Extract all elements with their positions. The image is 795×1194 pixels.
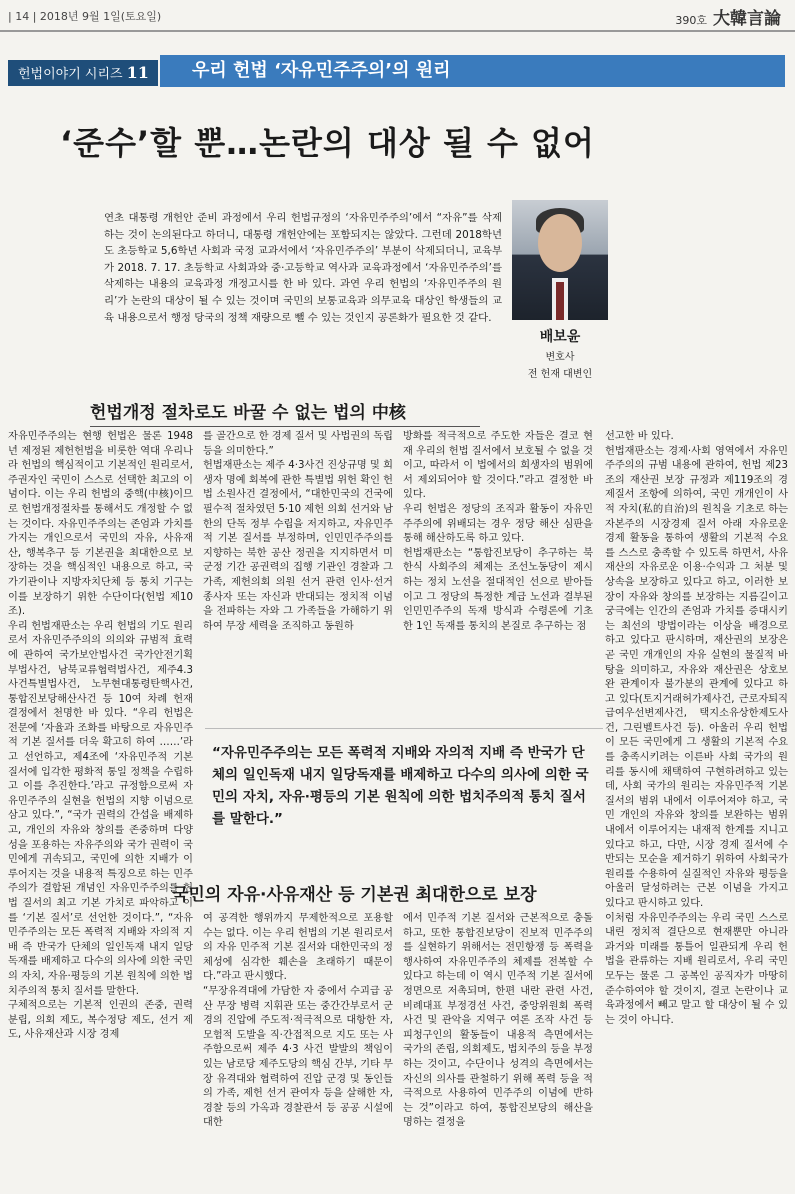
author-name: 배보윤	[539, 329, 581, 345]
author-title: 변호사	[545, 352, 575, 363]
series-title: 우리 헌법 ‘자유민주주의’의 원리	[160, 55, 785, 87]
series-number: 11	[126, 63, 149, 82]
series-label: 헌법이야기 시리즈	[18, 67, 123, 82]
body-column-3-bottom: 에서 민주적 기본 질서와 근본적으로 충돌하고, 또한 통합진보당이 진보적 민주주의를 실현하기 위해서는 전민항쟁 등 폭력을 행사하여 자유민주주의 체제를 전복할 수 있다고 하는데 이 역시 민주적 기본 질서에 정면으로 저촉되며, 한편 내란 관련 사건, 비례대표 부정경선 사건, 중앙위원회 폭력 사건 및 관악을 지역구 여론 조작 사건 등 피청구인의 활동들이 내용적 측면에서는 국가의 존립, 의회제도, 법치주의 등을 부정하는 것이고, 수단이나 성격의 측면에서는 자신의 의사를 관철하기 위해 폭력 등을 적극적으로 사용하여 민주주의 이념에 반하는 것”이라고 하여, 통합진보당의 해산을 명하는 결정을	[403, 913, 593, 1129]
body-column-2-bottom: 여 공격한 행위까지 무제한적으로 포용할 수는 없다. 이는 우리 헌법의 기본 원리로서의 자유 민주적 기본 질서와 대한민국의 정체성에 심각한 훼손을 초래하기 때문이다.”라고 판시했다. “무장유격대에 가담한 자 중에서 수괴급 공산 무장 병력 지휘관 또는 중간간부로서 군경의 진압에 주도적·적극적으로 대항한 자, 모험적 도발을 직·간접적으로 지도 또는 사주함으로써 제주 4·3 사건 발발의 책임이 있는 남로당 제주도당의 핵심 간부, 기타 무장 유격대와 협력하여 진압 군경 및 동인들의 가족, 제헌 선거 관여자 등을 살해한 자, 경찰 등의 가옥과 경찰관서 등 공공 시설에 대한	[203, 913, 393, 1129]
body-column-2-top: 를 골간으로 한 경제 질서 및 사법권의 독립 등을 의미한다.” 헌법재판소는 제주 4·3사건 진상규명 및 희생자 명예 회복에 관한 특별법 위헌 확인 헌법 소원사건 결정에서, “대한민국의 건국에 필수적 절차였던 5·10 제헌 의회 선거와 남한의 단독 정부 수립을 저지하고, 자유민주적 기본 질서를 부정하며, 인민민주주의를 지향하는 북한 공산 정권을 지지하면서 미군정 기간 공권력의 집행 기관인 경찰과 그 가족, 제헌의회 의원 선거 관련 인사·선거 종사자 또는 자신과 반대되는 정치적 이념을 전파하는 자와 그 가족들을 가해하기 위하여 무장 세력을 조직하고 동원하	[203, 431, 393, 632]
page-number-date: | 14 | 2018년 9월 1일(토요일)	[8, 10, 162, 23]
page-header	[0, 0, 795, 32]
subheading-rule	[90, 426, 480, 427]
lead-paragraph: 연초 대통령 개헌안 준비 과정에서 우리 헌법규정의 ‘자유민주주의’에서 “자유”를 삭제하는 것이 논의된다고 하더니, 대통령 개헌안에는 포함되지는 않았다. 그런데 2018학년도 초등학교 5,6학년 사회과 국정 교과서에서 ‘자유민주주의’ 부분이 삭제되더니, 교육부가 2018. 7. 17. 초등학교 사회과와 중·고등학교 역사과 교육과정에서 ‘자유민주주의’를 삭제하는 내용의 교육과정 개정고시를 한 바 있다. 과연 우리 헌법의 ‘자유민주주의 원리’가 논란의 대상이 될 수 있는 것이며 국민의 보통교육과 의무교육 대상인 학생들의 교육 내용으로서 행정 당국의 정책 재량으로 뺄 수 있는 것인지 공론화가 필요한 것 같다.	[104, 212, 502, 324]
newspaper-logo: 大韓言論	[713, 9, 781, 29]
author-photo	[512, 200, 608, 320]
body-column-1: 자유민주주의는 현행 헌법은 물론 1948년 제정된 제헌헌법을 비롯한 역대 우리나라 헌법의 핵심적이고 기본적인 원리로서, 주권자인 국민이 스스로 선택한 최고의 이념이다. 이는 우리 헌법의 중핵(中核)이므로 헌법개정절차를 통해서도 개정할 수 없는 것이다. 자유민주주의는 존엄과 가치를 가지는 개인으로서 국민의 자유, 사유재산, 행복추구 등 기본권을 최대한으로 보장하는 것을 핵심적인 내용으로 하고, 국가기관이나 지방자치단체 등 통치 기구는 이를 보장하기 위한 수단이다(헌법 제10조). 우리 헌법재판소는 우리 헌법의 기도 원리로서 자유민주주의의 의의와 규범적 효력에 관하여 국가보안법사건 국가안전기획부법사건, 남북교류협력법사건, 제주4.3사건특별법사건, 노무현대통령탄핵사건, 통합진보당해산사건 등 10여 차례 헌재 결정에서 천명한 바 있다. “우리 헌법은 전문에 ‘자율과 조화를 바탕으로 자유민주적 기본 질서를 더욱 확고히 하여 ……’라고 선언하고, 제4조에 ‘자유민주적 기본 질서에 입각한 평화적 통일 정책을 수립하고 이를 추진한다.’라고 규정함으로써 자유민주주의 실현을 헌법의 지향 이념으로 삼고 있다.”, “국가 권력의 간섭을 배제하고, 개인의 자유와 창의를 존중하며 다양성을 포용하는 자유주의와 국가 권력이 국민에게 귀속되고, 국민에 의한 지배가 이루어지는 것을 내용적 특징으로 하는 민주주의가 결합된 개념인 자유민주주의를 헌법 질서의 최고 기본 가치로 파악하고 이를 ‘기본 질서’로 선언한 것이다.”, “자유민주주의는 모든 폭력적 지배와 자의적 지배 즉 반국가 단체의 일인독재 내지 일당독재를 배제하고 다수의 의사에 의한 국민의 자치, 자유·평등의 기본 원칙에 의한 법치주의적 통치 질서를 말한다. 구체적으로는 기본적 인권의 존중, 권력 분립, 의회 제도, 복수정당 제도, 선거 제도, 사유재산과 시장 경제	[8, 431, 193, 1041]
subheading-2: 국민의 자유·사유재산 등 기본권 최대한으로 보장	[172, 885, 537, 905]
headline: ‘준수’할 뿐…논란의 대상 될 수 없어	[60, 124, 595, 162]
subheading-1: 헌법개정 절차로도 바꿀 수 없는 법의 中核	[90, 403, 406, 423]
body-column-3-top: 방화를 적극적으로 주도한 자들은 결코 현재 우리의 헌법 질서에서 보호될 수 없을 것이고, 따라서 이 법에서의 희생자의 범위에서 제외되어야 할 것이다.”라고 결정한 바 있다. 우리 헌법은 정당의 조직과 활동이 자유민주주의에 위배되는 경우 정당 해산 심판을 통해 해산하도록 하고 있다. 헌법재판소는 “통합진보당이 추구하는 북한식 사회주의 체제는 조선노동당이 제시하는 정치 노선을 절대적인 선으로 받아들이고 그 정당의 특정한 계급 노선과 결부된 인민민주주의 독재 방식과 수령론에 기초한 1인 독재를 통치의 본질로 추구하는 점	[403, 431, 593, 632]
author-former-title: 전 헌재 대변인	[527, 369, 593, 380]
pull-quote-rule	[205, 728, 603, 729]
body-column-4: 선고한 바 있다. 헌법재판소는 경제·사회 영역에서 자유민주주의의 규범 내용에 관하여, 헌법 제23조의 재산권 보장 규정과 제119조의 경제질서 조항에 의하여, 국민 개개인이 사적 자치(私的自治)의 원칙을 기초로 하는 자본주의 시장경제 질서 아래 자유로운 경제 활동을 통하여 생활의 기본적 수요를 스스로 충족할 수 있도록 하면서, 사유재산의 자유로운 이용·수익과 그 처분 및 상속을 보장하고 있다고 하고, 이러한 보장이 자유와 창의를 보장하는 지름길이고 궁극에는 인간의 존엄과 가치를 증대시키는 최선의 방법이라는 이상을 배경으로 하고 있다고 판시하며, 재산권의 보장은 곧 국민 개개인의 자유 실현의 물질적 바탕을 의미하고, 자유와 재산권은 상호보완 관계이자 불가분의 관계에 있다고 하고 있다(토지거래허가제사건, 근로자퇴직급여우선변제사건, 택지소유상한제도사건, 그린벨트사건 등). 아울러 우리 헌법이 모든 국민에게 그 생활의 기본적 수요를 충족시키려는 이른바 사회 국가의 원리를 동시에 채택하여 구현하려하고 있는데, 사회 국가의 원리는 자유민주적 기본 질서의 범위 내에서 이루어져야 하고, 국민 개인의 자유와 창의를 보완하는 범위 내에서 이루어지는 내재적 한계를 지니고 있다고 하고, 다만, 시장 경제 질서에 수반되는 모순을 제거하기 위하여 사회국가 원리를 수용하여 실질적인 자유와 평등을 아울러 달성하려는 근본 이념을 가지고 있다고 판시하고 있다. 이처럼 자유민주주의는 우리 국민 스스로 내린 정치적 결단으로 현재뿐만 아니라 과거와 미래를 통틀어 일관되게 우리 헌법을 관류하는 지배 원리로서, 우리 국민 모두는 물론 그 공복인 공직자가 마땅히 준수하여야 할 것이지, 결코 논란이나 교육과정에서 빼고 말고 할 대상이 될 수 있는 것이 아니다.	[605, 431, 788, 1026]
pull-quote: “자유민주주의는 모든 폭력적 지배와 자의적 지배 즉 반국가 단체의 일인독재 내지 일당독재를 배제하고 다수의 의사에 의한 국민의 자치, 자유·평등의 기본 원칙에 의한 법치주의적 통치 질서를 말한다.”	[212, 745, 589, 827]
publication-info	[675, 4, 781, 29]
series-badge	[8, 60, 158, 86]
issue-number: 390호	[675, 14, 707, 27]
